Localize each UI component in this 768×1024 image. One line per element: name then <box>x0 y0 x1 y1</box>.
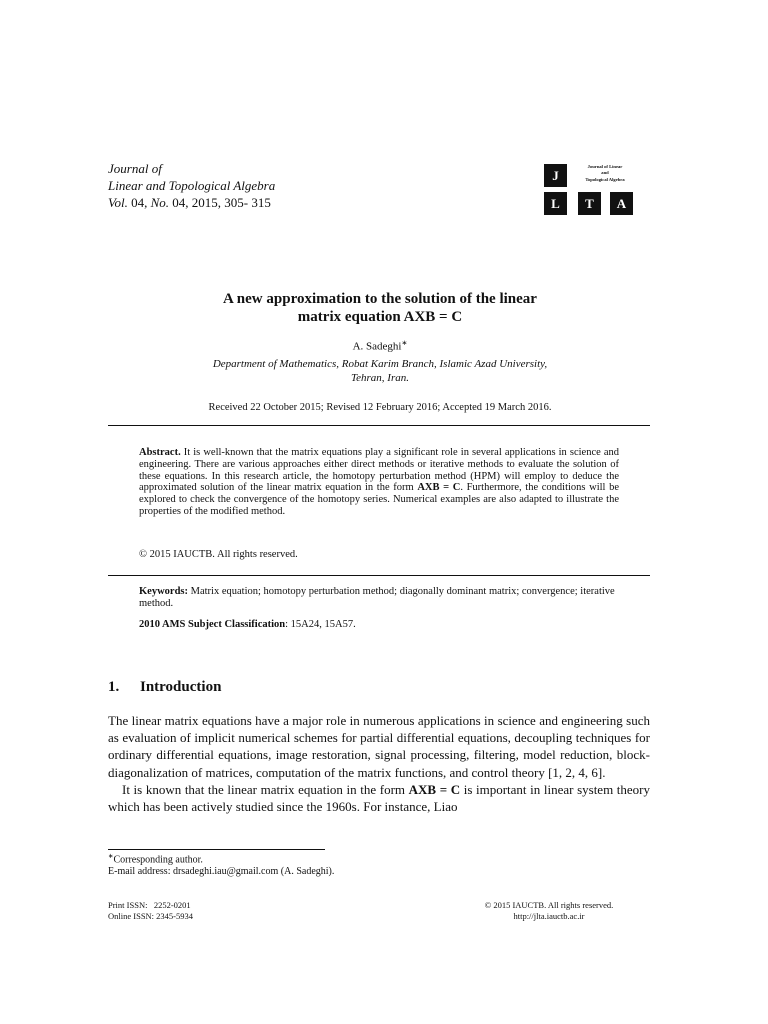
intro-p2-a: It is known that the linear matrix equation in the form <box>122 781 406 797</box>
jlta-logo <box>540 162 636 218</box>
abstract-equation: AXB = C <box>417 482 461 494</box>
paper-dates: Received 22 October 2015; Revised 12 February 2016; Accepted 19 March 2016. <box>208 402 552 413</box>
journal-vol: 04, <box>131 195 148 210</box>
paper-title-line1: A new approximation to the solution of the linear <box>223 291 537 307</box>
journal-header <box>108 160 275 211</box>
keywords-text: Matrix equation; homotopy perturbation method; diagonally dominant matrix; convergence; iterative method. <box>139 586 615 609</box>
journal-line2: Linear and Topological Algebra <box>108 178 276 193</box>
logo-small-line2: and <box>601 170 609 176</box>
footer-issn <box>108 900 193 922</box>
intro-paragraph-2 <box>108 781 650 815</box>
ams-classification <box>139 619 619 630</box>
intro-body <box>108 712 650 815</box>
paper-title-line2: matrix equation AXB = C <box>297 309 463 325</box>
logo-small-line1: Journal of Linear <box>587 164 623 169</box>
footer-url[interactable]: http://jlta.iauctb.ac.ir <box>513 911 585 921</box>
journal-volume-line <box>108 194 275 211</box>
footnote-line1 <box>108 851 334 866</box>
logo-small-line3: Topological Algebra <box>585 176 625 182</box>
abstract-text-a: It is well-known that the matrix equations play a significant role in several applications in science and engineering. There are various approaches either direct methods or iterative methods to evaluate the solution of these equations. In this research article, the homotopy perturbation method (HPM) will employ to deduce the approximated solution of the linear matrix equation in the form <box>139 447 619 494</box>
ams-text: : 15A24, 15A57. <box>285 619 356 630</box>
footer-copyright: © 2015 IAUCTB. All rights reserved. <box>484 900 614 910</box>
logo-letter-a: A <box>610 192 633 215</box>
journal-year-pages: 2015, 305- 315 <box>191 195 271 210</box>
paper-title <box>150 290 610 326</box>
abstract <box>139 447 619 518</box>
journal-no: 04, <box>172 195 189 210</box>
footnote-line2: E-mail address: drsadeghi.iau@gmail.com (A. Sadeghi). <box>108 866 335 878</box>
keywords <box>139 586 619 610</box>
author-mark: ∗ <box>401 339 408 347</box>
section-number: 1. <box>108 679 120 695</box>
footer-right <box>450 900 648 922</box>
paper-affiliation <box>150 357 610 385</box>
ams-label: 2010 AMS Subject Classification <box>139 619 286 630</box>
abstract-copyright: © 2015 IAUCTB. All rights reserved. <box>139 549 298 560</box>
footnote-rule <box>108 849 325 850</box>
affiliation-line2: Tehran, Iran. <box>351 372 409 384</box>
divider-top <box>108 425 650 426</box>
divider-middle <box>108 575 650 576</box>
keywords-label: Keywords: <box>139 586 188 597</box>
abstract-label: Abstract. <box>139 447 181 458</box>
print-issn: Print ISSN: 2252-0201 <box>108 900 191 910</box>
logo-letter-t: T <box>578 192 601 215</box>
footnote-text1: Corresponding author. <box>113 854 203 866</box>
logo-letter-l: L <box>544 192 567 215</box>
logo-small-text <box>574 164 636 183</box>
journal-vol-label: Vol. <box>108 195 128 210</box>
footnote-mark: ∗ <box>108 853 114 860</box>
section-title: Introduction <box>140 679 222 695</box>
paper-author <box>150 338 610 353</box>
journal-line1: Journal of <box>108 161 162 176</box>
logo-letter-j: J <box>544 164 567 187</box>
intro-paragraph-1: The linear matrix equations have a major role in numerous applications in science and engineering such as evaluation of implicit numerical schemes for partial differential equations, decoupling techniques for ordinary differential equations, image restoration, signal processing, filtering, model reduction, block-diagonalization of matrices, computation of the matrix functions, and control theory [1, 2, 4, 6]. <box>108 713 650 780</box>
intro-p2-equation: AXB = C <box>408 781 461 797</box>
abstract-text-b: . Furthermore, the conditions will be explored to check the convergence of the homotopy series. Numerical examples are also adapted to illustrate the properties of the modified method. <box>139 482 620 517</box>
journal-no-label: No. <box>150 195 170 210</box>
intro-p2-b: is important in linear system theory which has been actively studied since the 1960s. For instance, Liao <box>108 781 651 815</box>
author-name: A. Sadeghi <box>352 340 402 353</box>
affiliation-line1: Department of Mathematics, Robat Karim Branch, Islamic Azad University, <box>212 358 548 370</box>
footnote <box>108 851 334 878</box>
online-issn: Online ISSN: 2345-5934 <box>108 911 193 921</box>
section-heading <box>108 679 221 696</box>
